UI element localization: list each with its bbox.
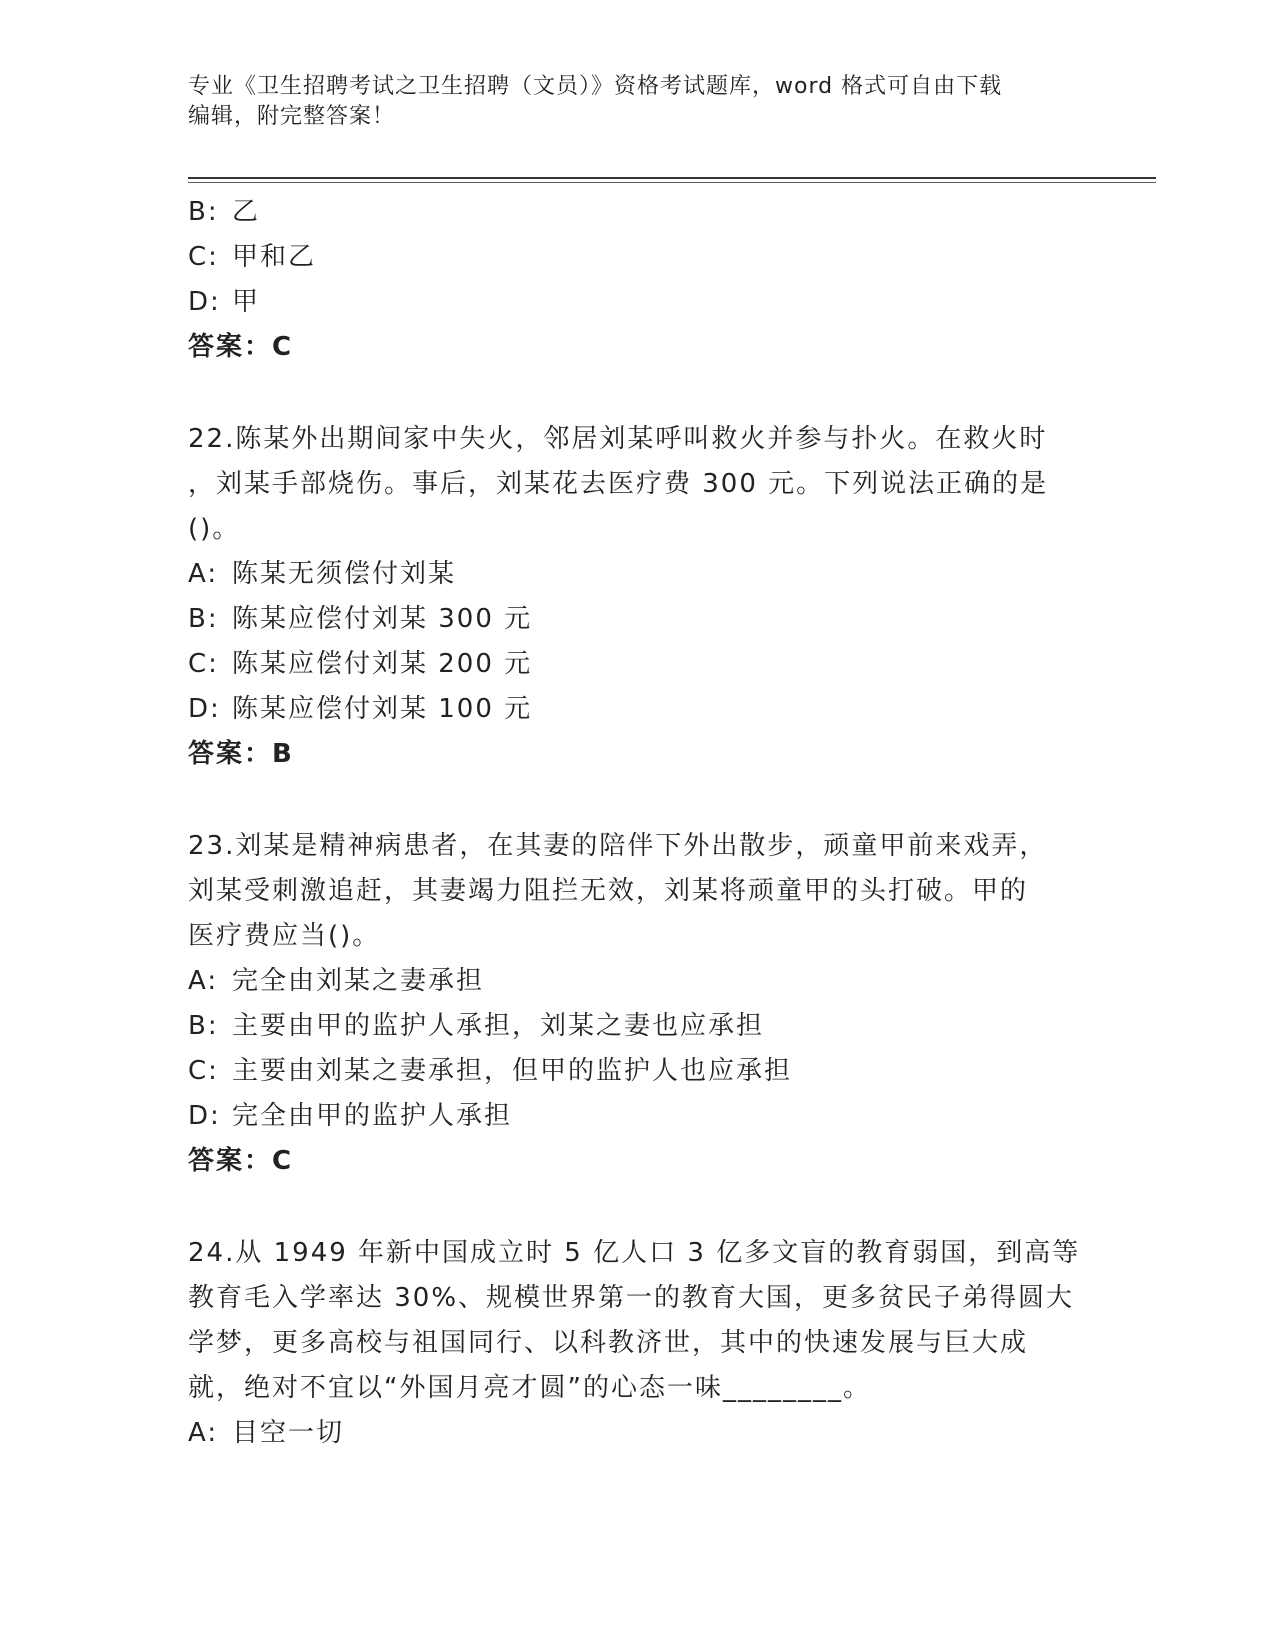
header-title-line-1: 专业《卫生招聘考试之卫生招聘（文员）》资格考试题库，word 格式可自由下载 xyxy=(188,74,1003,99)
question-stem-line: 就，绝对不宜以“外国月亮才圆”的心态一味________。 xyxy=(188,1373,871,1403)
option-label: B: xyxy=(188,1011,219,1041)
question-stem-line: 教育毛入学率达 30%、规模世界第一的教育大国，更多贫民子弟得圆大 xyxy=(188,1283,1075,1313)
option-d xyxy=(188,280,1088,325)
question-stem-line: 24.从 1949 年新中国成立时 5 亿人口 3 亿多文盲的教育弱国，到高等 xyxy=(188,1238,1081,1268)
option-label: A: xyxy=(188,1418,219,1448)
option-b xyxy=(188,597,1088,642)
option-label: A: xyxy=(188,966,219,996)
spacer xyxy=(188,1184,1088,1231)
option-text: 陈某应偿付刘某 200 元 xyxy=(232,649,533,679)
option-label: D: xyxy=(188,1101,221,1131)
header-divider-thick xyxy=(188,177,1156,179)
option-c xyxy=(188,235,1088,280)
question-22 xyxy=(188,417,1088,777)
question-stem-line: 学梦，更多高校与祖国同行、以科教济世，其中的快速发展与巨大成 xyxy=(188,1328,1029,1358)
option-b xyxy=(188,1004,1088,1049)
question-stem-line: 23.刘某是精神病患者，在其妻的陪伴下外出散步，顽童甲前来戏弄， xyxy=(188,831,1048,861)
option-label: D: xyxy=(188,694,221,724)
question-stem-line: ()。 xyxy=(188,514,241,544)
question-21 xyxy=(188,190,1088,370)
option-label: A: xyxy=(188,559,219,589)
option-label: B: xyxy=(188,604,219,634)
question-stem-line: 医疗费应当()。 xyxy=(188,921,381,951)
page-header xyxy=(188,72,1088,132)
option-a xyxy=(188,959,1088,1004)
option-label: C: xyxy=(188,649,219,679)
question-content xyxy=(188,190,1088,1456)
option-text: 完全由刘某之妻承担 xyxy=(232,966,485,996)
option-c xyxy=(188,642,1088,687)
question-stem-line: 22.陈某外出期间家中失火，邻居刘某呼叫救火并参与扑火。在救火时 xyxy=(188,424,1048,454)
option-c xyxy=(188,1049,1088,1094)
question-24 xyxy=(188,1231,1088,1456)
option-text: 主要由甲的监护人承担，刘某之妻也应承担 xyxy=(232,1011,765,1041)
option-d xyxy=(188,1094,1088,1139)
answer-line: 答案：B xyxy=(188,739,294,769)
option-text: 甲和乙 xyxy=(232,242,317,272)
question-23 xyxy=(188,824,1088,1184)
option-label: B: xyxy=(188,197,219,227)
option-d xyxy=(188,687,1088,732)
option-label: D: xyxy=(188,287,221,317)
header-title-line-2: 编辑，附完整答案！ xyxy=(188,104,396,129)
option-text: 陈某无须偿付刘某 xyxy=(232,559,457,589)
option-text: 完全由甲的监护人承担 xyxy=(232,1101,513,1131)
spacer xyxy=(188,777,1088,824)
option-text: 陈某应偿付刘某 300 元 xyxy=(232,604,533,634)
option-a xyxy=(188,1411,1088,1456)
option-b xyxy=(188,190,1088,235)
option-text: 甲 xyxy=(232,287,261,317)
answer-line: 答案：C xyxy=(188,332,294,362)
option-label: C: xyxy=(188,1056,219,1086)
option-text: 主要由刘某之妻承担，但甲的监护人也应承担 xyxy=(232,1056,793,1086)
header-divider-thin xyxy=(188,182,1156,183)
option-text: 陈某应偿付刘某 100 元 xyxy=(232,694,533,724)
question-stem-line: ，刘某手部烧伤。事后，刘某花去医疗费 300 元。下列说法正确的是 xyxy=(188,469,1049,499)
option-label: C: xyxy=(188,242,219,272)
question-stem-line: 刘某受刺激追赶，其妻竭力阻拦无效，刘某将顽童甲的头打破。甲的 xyxy=(188,876,1029,906)
option-text: 目空一切 xyxy=(232,1418,345,1448)
answer-line: 答案：C xyxy=(188,1146,294,1176)
option-a xyxy=(188,552,1088,597)
option-text: 乙 xyxy=(232,197,261,227)
spacer xyxy=(188,370,1088,417)
